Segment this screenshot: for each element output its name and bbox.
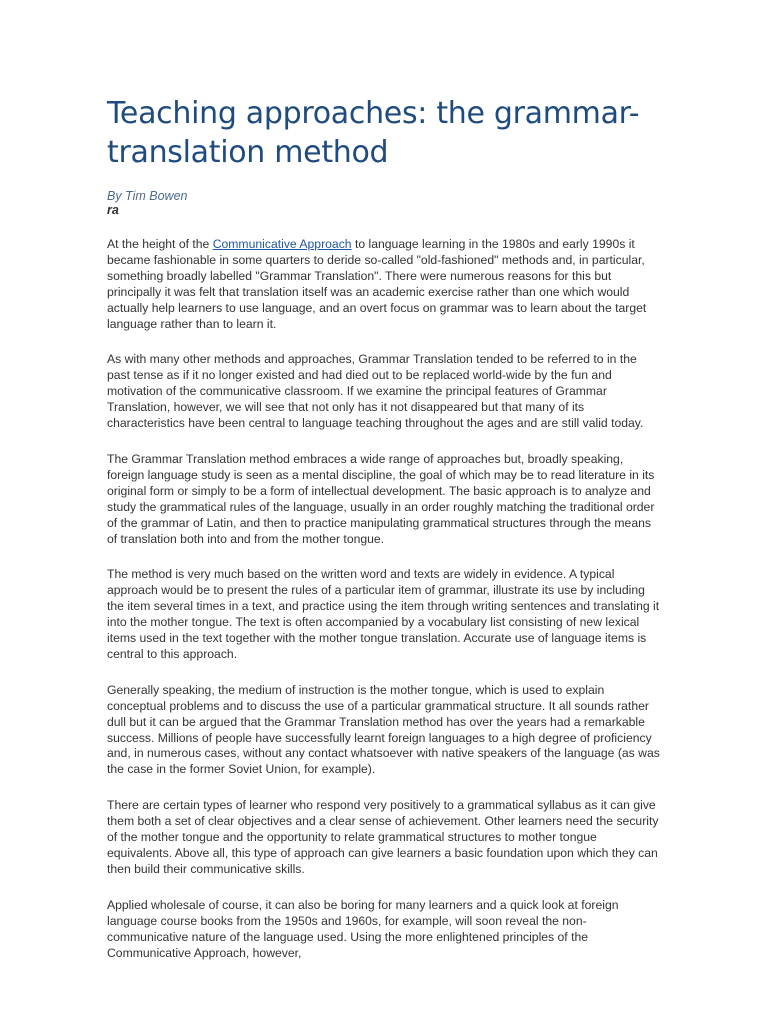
article (107, 94, 663, 981)
author-mark: ra (107, 203, 119, 217)
paragraph-5: Generally speaking, the medium of instruction is the mother tongue, which is used to explain conceptual problems and to discuss the use of a particular grammatical structure. It all sounds rather dull but it can be argued that the Grammar Translation method has over the years had a remarkable success. Millions of people have successfully learnt foreign languages to a high degree of proficiency and, in numerous cases, without any contact whatsoever with native speakers of the language (as was the case in the former Soviet Union, for example). (107, 682, 660, 777)
article-title: Teaching approaches: the grammar-translation method (107, 96, 640, 170)
paragraph-2: As with many other methods and approaches, Grammar Translation tended to be referred to in the past tense as if it no longer existed and had died out to be replaced world-wide by the fun and motivation of the communicative classroom. If we examine the principal features of Grammar Translation, however, we will see that not only has it not disappeared but that many of its characteristics have been central to language teaching throughout the ages and are still valid today. (107, 352, 644, 431)
communicative-approach-link[interactable]: Communicative Approach (212, 237, 352, 251)
paragraph-3: The Grammar Translation method embraces a wide range of approaches but, broadly speaking, foreign language study is seen as a mental discipline, the goal of which may be to read literature in its original form or simply to be a form of intellectual development. The basic approach is to analyze and study the grammatical rules of the language, usually in an order roughly matching the traditional order of the grammar of Latin, and then to practice manipulating grammatical structures through the means of translation both into and from the mother tongue. (107, 451, 655, 546)
paragraph-7: Applied wholesale of course, it can also be boring for many learners and a quick look at foreign language course books from the 1950s and 1960s, for example, will soon reveal the non-communicative nature of the language used. Using the more enlightened principles of the Communicative Approach, however, (107, 897, 619, 960)
paragraph-1-text-before: At the height of the (107, 237, 213, 251)
paragraph-6: There are certain types of learner who respond very positively to a grammatical syllabus as it can give them both a set of clear objectives and a clear sense of achievement. Other learners need the security of the mother tongue and the opportunity to relate grammatical structures to mother tongue equivalents. Above all, this type of approach can give learners a basic foundation upon which they can then build their communicative skills. (107, 798, 659, 876)
paragraph-1 (107, 237, 663, 332)
article-body (107, 237, 663, 961)
paragraph-1-text-after: to language learning in the 1980s and early 1990s it became fashionable in some quarters to deride so-called "old-fashioned" methods and, in particular, something broadly labelled "Grammar Translation". There were numerous reasons for this but principally it was felt that translation itself was an academic exercise rather than one which would actually help learners to use language, and an overt focus on grammar was to learn about the target language rather than to learn it. (107, 237, 647, 331)
paragraph-4: The method is very much based on the written word and texts are widely in evidence. A typical approach would be to present the rules of a particular item of grammar, illustrate its use by including the item several times in a text, and practice using the item through writing sentences and translating it into the mother tongue. The text is often accompanied by a vocabulary list consisting of new lexical items used in the text together with the mother tongue translation. Accurate use of language items is central to this approach. (107, 567, 660, 661)
author-byline: By Tim Bowen (107, 189, 188, 203)
